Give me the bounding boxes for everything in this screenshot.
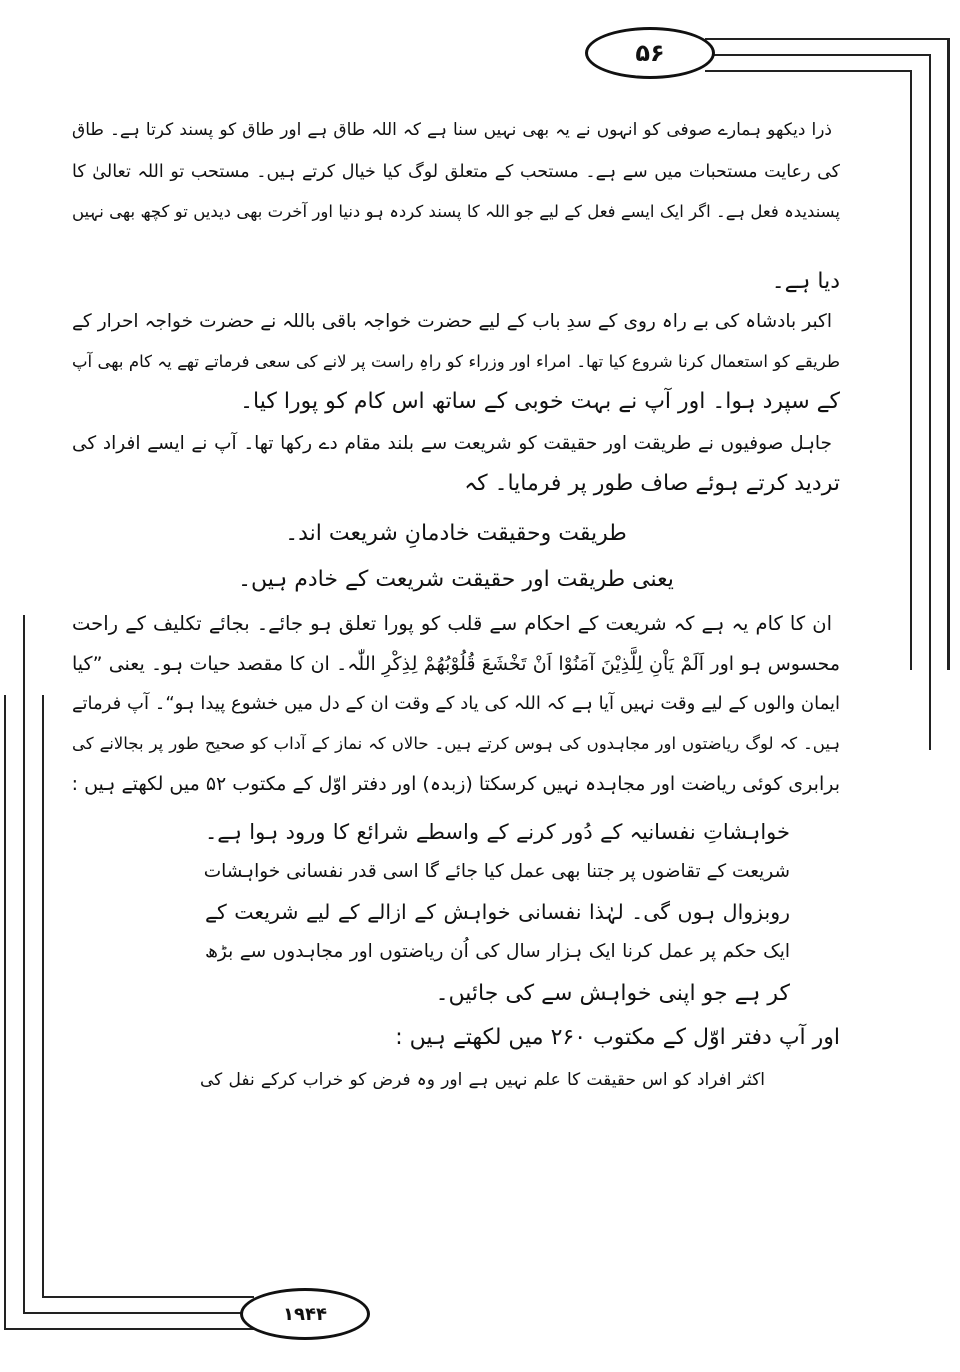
text-line: برابری کوئی ریاضت اور مجاہدہ نہیں کرسکتا (زبدہ) اور دفتر اوّل کے مکتوب ۵۲ میں لکھتے ہیں : <box>71 773 840 795</box>
frame-bottom-outer <box>4 1328 254 1330</box>
text-line: ایمان والوں کے لیے وقت نہیں آیا ہے کہ اللہ کی یاد کے وقت ان کے دل میں خشوع پیدا ہو“۔ آپ فرماتے <box>72 693 840 714</box>
blockquote-line: ایک حکم پر عمل کرنا ایک ہزار سال کی اُن ریاضتوں اور مجاہدوں سے بڑھ <box>205 941 790 962</box>
frame-bottom-inner <box>42 1296 254 1298</box>
text-line: جاہل صوفیوں نے طریقت اور حقیقت کو شریعت سے بلند مقام دے رکھا تھا۔ آپ نے ایسے افراد کی <box>72 433 832 454</box>
header-number-text: ۵۶ <box>635 39 665 67</box>
text-line: ہیں۔ کہ لوگ ریاضتوں اور مجاہدوں کی ہوس کرتے ہیں۔ حالاں کہ نماز کے آداب کو صحیح طور پر بجالانے کی <box>72 734 840 753</box>
frame-top-outer <box>705 38 949 40</box>
text-line: تردید کرتے ہوئے صاف طور پر فرمایا۔ کہ <box>464 471 840 496</box>
text-line: کی رعایت مستحبات میں سے ہے۔ مستحب کے متعلق لوگ کیا خیال کرتے ہیں۔ مستحب تو اللہ تعالیٰ کا <box>72 162 840 182</box>
text-line: طریقے کو استعمال کرنا شروع کیا تھا۔ امراء اور وزراء کو راہِ راست پر لانے کی سعی فرماتے تھے یہ کام بھی آپ <box>72 352 840 371</box>
frame-top-inner <box>705 70 911 72</box>
frame-right-inner <box>910 70 912 670</box>
blockquote-line: خواہشاتِ نفسانیہ کے دُور کرنے کے واسطے شرائع کا ورود ہوا ہے۔ <box>205 820 790 844</box>
frame-right-middle <box>929 54 931 750</box>
persian-quote: طریقت وحقیقت خادمانِ شریعت اند۔ <box>285 521 627 546</box>
frame-top-middle <box>712 54 930 56</box>
text-line: اکبر بادشاہ کی بے راہ روی کے سدِ باب کے لیے حضرت خواجہ باقی باللہ نے حضرت خواجہ احرار کے <box>72 311 832 332</box>
frame-left-middle <box>23 615 25 1313</box>
text-line: کے سپرد ہوا۔ اور آپ نے بہت خوبی کے ساتھ اس کام کو پورا کیا۔ <box>240 389 840 414</box>
blockquote-line: کر ہے جو اپنی خواہش سے کی جائیں۔ <box>435 981 790 1006</box>
footer-number-text: ۱۹۴۴ <box>283 1303 327 1325</box>
text-line: پسندیدہ فعل ہے۔ اگر ایک ایسے فعل کے لیے جو اللہ کا پسند کردہ ہو دنیا اور آخرت بھی دیدیں تو کچھ بھی نہیں <box>72 202 840 221</box>
blockquote-line: روبزوال ہوں گی۔ لہٰذا نفسانی خواہش کے ازالے کے لیے شریعت کے <box>205 900 790 924</box>
text-line: اور آپ دفتر اوّل کے مکتوب ۲۶۰ میں لکھتے ہیں : <box>395 1025 840 1050</box>
blockquote-line: اکثر افراد کو اس حقیقت کا علم نہیں ہے اور وہ فرض کو خراب کرکے نفل کی <box>200 1070 765 1090</box>
page-number-header <box>585 27 715 79</box>
frame-right-outer <box>947 38 950 670</box>
text-line: دیا ہے۔ <box>771 269 840 294</box>
frame-bottom-middle <box>23 1312 243 1314</box>
blockquote-line: شریعت کے تقاضوں پر جتنا بھی عمل کیا جائے گا اسی قدر نفسانی خواہشات <box>203 861 790 882</box>
quote-translation: یعنی طریقت اور حقیقت شریعت کے خادم ہیں۔ <box>238 567 674 592</box>
frame-left-outer <box>4 695 6 1329</box>
text-line: ذرا دیکھو ہمارے صوفی کو انہوں نے یہ بھی نہیں سنا ہے کہ اللہ طاق ہے اور طاق کو پسند کرتا ہے۔ طاق <box>72 120 832 140</box>
text-line: ان کا کام یہ ہے کہ شریعت کے احکام سے قلب کو پورا تعلق ہو جائے۔ بجائے تکلیف کے راحت <box>72 612 832 635</box>
text-line: محسوس ہو اور اَلَمْ یَاْنِ لِلَّذِیْنَ آمَنُوْا اَنْ تَخْشَعَ قُلُوْبُھُمْ لِذِکْرِ اللّٰہ۔ ان کا مقصد حیات ہو۔ یعنی ”کیا <box>72 653 840 675</box>
page-number-footer <box>240 1288 370 1340</box>
frame-left-inner <box>42 695 44 1297</box>
